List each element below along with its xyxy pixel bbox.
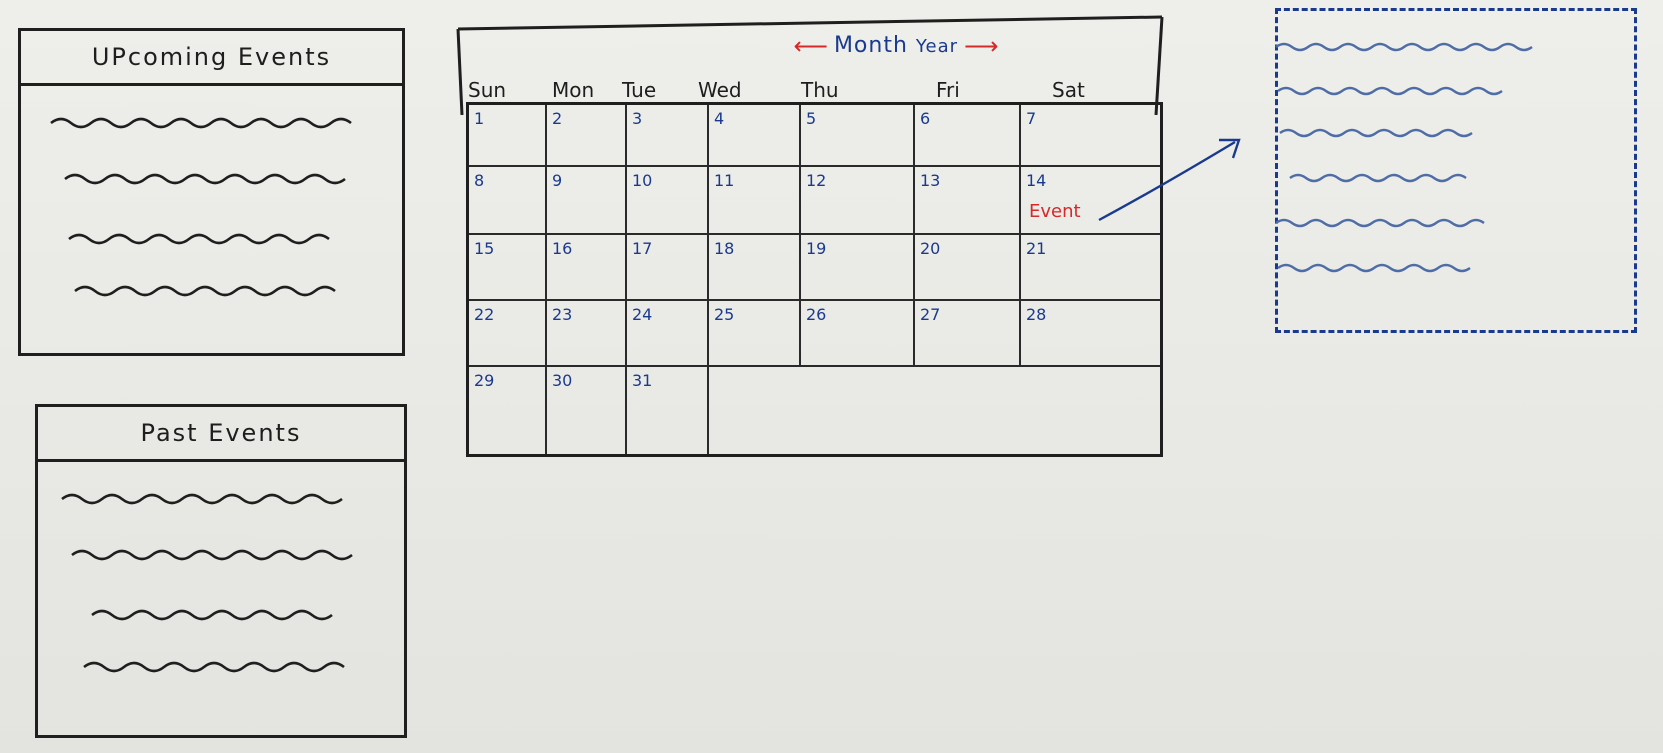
event-detail-panel bbox=[1275, 8, 1637, 333]
weekday-mon: Mon bbox=[552, 78, 595, 102]
day-number: 20 bbox=[920, 239, 941, 258]
day-number: 14 bbox=[1026, 171, 1047, 190]
calendar-day[interactable] bbox=[801, 235, 915, 301]
calendar-day[interactable] bbox=[469, 167, 547, 235]
empty-cell bbox=[801, 367, 915, 454]
weekday-thu: Thu bbox=[801, 78, 839, 102]
weekday-tue: Tue bbox=[622, 78, 657, 102]
calendar-day[interactable] bbox=[547, 105, 627, 167]
year-label: Year bbox=[915, 36, 959, 57]
list-item[interactable] bbox=[61, 164, 351, 194]
calendar-day[interactable] bbox=[709, 167, 801, 235]
day-number: 25 bbox=[714, 305, 735, 324]
calendar-day[interactable] bbox=[801, 105, 915, 167]
calendar-day[interactable] bbox=[1021, 235, 1160, 301]
empty-cell bbox=[915, 367, 1021, 454]
calendar-day[interactable] bbox=[627, 105, 709, 167]
list-item[interactable] bbox=[80, 652, 348, 682]
calendar-day[interactable] bbox=[547, 301, 627, 367]
list-item[interactable] bbox=[58, 484, 358, 514]
day-number: 17 bbox=[632, 239, 653, 258]
upcoming-events-title: UPcoming Events bbox=[21, 31, 402, 86]
calendar-day[interactable] bbox=[627, 167, 709, 235]
detail-line bbox=[1286, 166, 1486, 190]
list-item[interactable] bbox=[88, 600, 348, 630]
calendar-day[interactable] bbox=[627, 301, 709, 367]
calendar-widget bbox=[456, 15, 1168, 455]
day-number: 27 bbox=[920, 305, 941, 324]
day-number: 15 bbox=[474, 239, 495, 258]
calendar-day[interactable] bbox=[709, 105, 801, 167]
past-events-panel bbox=[35, 404, 407, 738]
calendar-day[interactable] bbox=[709, 235, 801, 301]
list-item[interactable] bbox=[71, 276, 341, 306]
day-number: 30 bbox=[552, 371, 573, 390]
day-number: 29 bbox=[474, 371, 495, 390]
day-number: 4 bbox=[714, 109, 725, 128]
day-number: 19 bbox=[806, 239, 827, 258]
day-number: 22 bbox=[474, 305, 495, 324]
calendar-day[interactable] bbox=[469, 367, 547, 454]
day-number: 1 bbox=[474, 109, 485, 128]
detail-line bbox=[1272, 35, 1552, 59]
day-number: 31 bbox=[632, 371, 653, 390]
day-number: 7 bbox=[1026, 109, 1037, 128]
detail-line bbox=[1274, 79, 1524, 103]
day-number: 10 bbox=[632, 171, 653, 190]
weekday-fri: Fri bbox=[936, 78, 960, 102]
calendar-day[interactable] bbox=[547, 235, 627, 301]
day-number: 5 bbox=[806, 109, 817, 128]
day-number: 16 bbox=[552, 239, 573, 258]
day-number: 6 bbox=[920, 109, 931, 128]
weekday-sat: Sat bbox=[1052, 78, 1085, 102]
day-number: 3 bbox=[632, 109, 643, 128]
calendar-day[interactable] bbox=[469, 235, 547, 301]
calendar-day[interactable] bbox=[915, 167, 1021, 235]
right-arrow-icon[interactable]: ⟶ bbox=[964, 31, 999, 60]
calendar-day[interactable] bbox=[469, 105, 547, 167]
weekday-sun: Sun bbox=[468, 78, 507, 102]
day-number: 13 bbox=[920, 171, 941, 190]
calendar-grid bbox=[466, 102, 1163, 457]
month-year-label bbox=[834, 33, 958, 58]
day-number: 12 bbox=[806, 171, 827, 190]
day-number: 8 bbox=[474, 171, 485, 190]
day-number: 28 bbox=[1026, 305, 1047, 324]
calendar-day[interactable] bbox=[801, 167, 915, 235]
calendar-day[interactable] bbox=[547, 167, 627, 235]
calendar-day[interactable] bbox=[627, 367, 709, 454]
empty-cell bbox=[709, 367, 801, 454]
detail-line bbox=[1272, 211, 1512, 235]
calendar-day[interactable] bbox=[547, 367, 627, 454]
event-connector-arrow-icon bbox=[1095, 130, 1255, 230]
calendar-day[interactable] bbox=[1021, 301, 1160, 367]
detail-line bbox=[1274, 256, 1500, 280]
calendar-day[interactable] bbox=[469, 301, 547, 367]
day-number: 9 bbox=[552, 171, 563, 190]
upcoming-events-panel bbox=[18, 28, 405, 356]
empty-cell bbox=[1021, 367, 1160, 454]
day-number: 21 bbox=[1026, 239, 1047, 258]
left-arrow-icon[interactable]: ⟵ bbox=[793, 31, 828, 60]
day-number: 26 bbox=[806, 305, 827, 324]
list-item[interactable] bbox=[47, 108, 357, 138]
day-number: 23 bbox=[552, 305, 573, 324]
detail-line bbox=[1276, 121, 1486, 145]
event-label[interactable]: Event bbox=[1029, 201, 1081, 222]
calendar-day[interactable] bbox=[915, 301, 1021, 367]
calendar-day[interactable] bbox=[801, 301, 915, 367]
day-number: 11 bbox=[714, 171, 735, 190]
list-item[interactable] bbox=[65, 224, 337, 254]
day-number: 2 bbox=[552, 109, 563, 128]
day-number: 24 bbox=[632, 305, 653, 324]
calendar-day[interactable] bbox=[915, 105, 1021, 167]
calendar-day[interactable] bbox=[709, 301, 801, 367]
day-number: 18 bbox=[714, 239, 735, 258]
month-label: Month bbox=[833, 33, 908, 58]
calendar-day[interactable] bbox=[627, 235, 709, 301]
weekday-wed: Wed bbox=[698, 78, 742, 102]
calendar-day[interactable] bbox=[915, 235, 1021, 301]
calendar-nav bbox=[681, 33, 1111, 58]
list-item[interactable] bbox=[68, 540, 368, 570]
past-events-title: Past Events bbox=[38, 407, 404, 462]
